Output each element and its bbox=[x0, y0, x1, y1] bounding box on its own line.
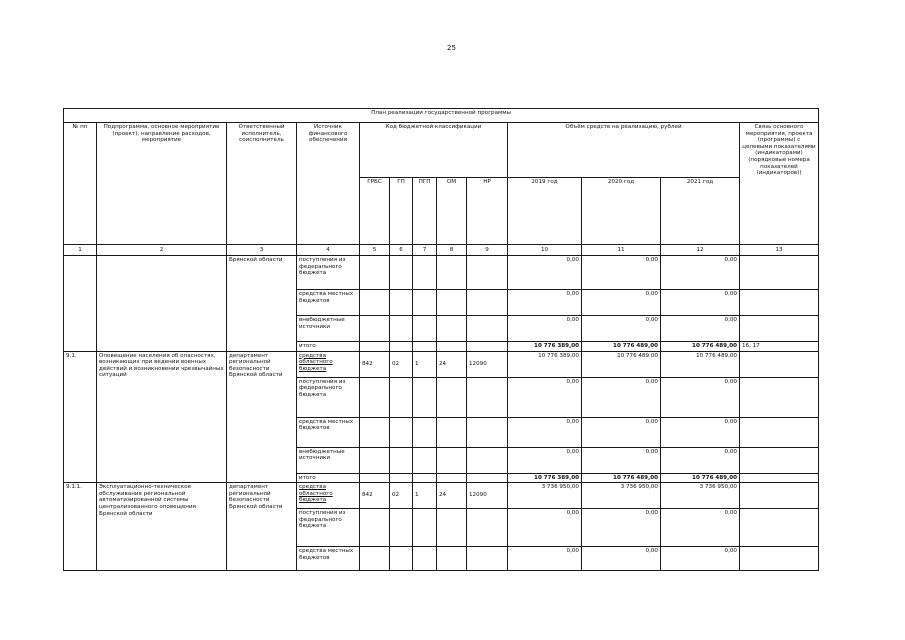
code-grbs: 842 bbox=[360, 483, 390, 509]
value-2019: 0,00 bbox=[508, 547, 582, 571]
column-number: 9 bbox=[467, 245, 508, 256]
total-2021: 10 776 489,00 bbox=[661, 473, 740, 483]
total-2021: 10 776 489,00 bbox=[661, 342, 740, 352]
value-2021: 0,00 bbox=[661, 256, 740, 290]
value-2020: 0,00 bbox=[582, 547, 661, 571]
column-number: 8 bbox=[437, 245, 467, 256]
source-cell: внебюджетные источники bbox=[297, 316, 360, 342]
value-2021: 0,00 bbox=[661, 509, 740, 547]
header-number: № пп bbox=[64, 123, 97, 245]
value-2020: 0,00 bbox=[582, 447, 661, 473]
value-2021: 0,00 bbox=[661, 316, 740, 342]
code-pgp: 1 bbox=[413, 351, 437, 377]
value-2021: 10 776 489,00 bbox=[661, 351, 740, 377]
item-number: 9.1.1. bbox=[64, 483, 97, 571]
source-cell: средства местных бюджетов bbox=[297, 547, 360, 571]
header-gp: ГП bbox=[390, 178, 413, 245]
value-2021: 3 736 950,00 bbox=[661, 483, 740, 509]
header-pgp: ПГП bbox=[413, 178, 437, 245]
column-number: 3 bbox=[227, 245, 297, 256]
value-2021: 0,00 bbox=[661, 377, 740, 417]
value-2021: 0,00 bbox=[661, 447, 740, 473]
total-2019: 10 776 389,00 bbox=[508, 473, 582, 483]
source-cell: итого bbox=[297, 473, 360, 483]
table-row bbox=[64, 256, 819, 290]
total-2019: 10 776 389,00 bbox=[508, 342, 582, 352]
header-budget-code: Код бюджетной классификации bbox=[360, 123, 508, 178]
value-2020: 0,00 bbox=[582, 417, 661, 447]
code-grbs: 842 bbox=[360, 351, 390, 377]
header-2021: 2021 год bbox=[661, 178, 740, 245]
code-gp: 02 bbox=[390, 351, 413, 377]
value-2020: 10 776 489,00 bbox=[582, 351, 661, 377]
value-2019: 10 776 389,00 bbox=[508, 351, 582, 377]
source-cell: поступления из федерального бюджета bbox=[297, 377, 360, 417]
total-2020: 10 776 489,00 bbox=[582, 342, 661, 352]
value-2019: 0,00 bbox=[508, 509, 582, 547]
code-om: 24 bbox=[437, 483, 467, 509]
code-pgp: 1 bbox=[413, 483, 437, 509]
value-2020: 0,00 bbox=[582, 316, 661, 342]
value-2020: 3 736 950,00 bbox=[582, 483, 661, 509]
column-number: 13 bbox=[740, 245, 819, 256]
code-om: 24 bbox=[437, 351, 467, 377]
value-2020: 0,00 bbox=[582, 509, 661, 547]
header-2019: 2019 год bbox=[508, 178, 582, 245]
column-number: 7 bbox=[413, 245, 437, 256]
value-2019: 0,00 bbox=[508, 316, 582, 342]
value-2021: 0,00 bbox=[661, 417, 740, 447]
column-number: 5 bbox=[360, 245, 390, 256]
source-cell: средства областного бюджета bbox=[297, 351, 360, 377]
item-name: Оповещение населения об опасностях, возникающих при ведении военных действий и возникновении чрезвычайных ситуаций bbox=[97, 351, 227, 483]
value-2019: 0,00 bbox=[508, 447, 582, 473]
code-nr: 12090 bbox=[467, 351, 508, 377]
source-cell: средства местных бюджетов bbox=[297, 290, 360, 316]
column-number: 10 bbox=[508, 245, 582, 256]
item-name: Эксплуатационно-техническое обслуживание региональной автоматизированной системы централизованного оповещения Брянской области bbox=[97, 483, 227, 571]
header-nr: НР bbox=[467, 178, 508, 245]
header-executor: Ответственный исполнитель, соисполнитель bbox=[227, 123, 297, 245]
column-number: 6 bbox=[390, 245, 413, 256]
header-source: Источник финансового обеспечения bbox=[297, 123, 360, 245]
value-2020: 0,00 bbox=[582, 290, 661, 316]
header-link: Связь основного мероприятия, проекта (программы) с целевыми показателями (индикаторами) (порядковые номера показателей (индикаторов)) bbox=[740, 123, 819, 245]
header-2020: 2020 год bbox=[582, 178, 661, 245]
header-program: Подпрограмма, основное мероприятие (проект), направление расходов, мероприятие bbox=[97, 123, 227, 245]
column-number: 1 bbox=[64, 245, 97, 256]
item-number: 9.1. bbox=[64, 351, 97, 483]
header-funds: Объём средств на реализацию, рублей bbox=[508, 123, 740, 178]
value-2021: 0,00 bbox=[661, 290, 740, 316]
value-2019: 0,00 bbox=[508, 290, 582, 316]
code-nr: 12090 bbox=[467, 483, 508, 509]
total-2020: 10 776 489,00 bbox=[582, 473, 661, 483]
value-2019: 0,00 bbox=[508, 417, 582, 447]
value-2019: 0,00 bbox=[508, 256, 582, 290]
header-grbs: ГРБС bbox=[360, 178, 390, 245]
table-title: План реализации государственной программы bbox=[64, 109, 819, 123]
executor-cell: Брянской области bbox=[227, 256, 297, 352]
column-number: 11 bbox=[582, 245, 661, 256]
value-2020: 0,00 bbox=[582, 377, 661, 417]
value-2019: 3 736 950,00 bbox=[508, 483, 582, 509]
table-row bbox=[64, 483, 819, 509]
source-cell: средства областного бюджета bbox=[297, 483, 360, 509]
header-om: ОМ bbox=[437, 178, 467, 245]
executor-cell: департамент региональной безопасности Брянской области bbox=[227, 483, 297, 571]
column-number: 12 bbox=[661, 245, 740, 256]
executor-cell: департамент региональной безопасности Брянской области bbox=[227, 351, 297, 483]
column-number: 4 bbox=[297, 245, 360, 256]
table-row bbox=[64, 351, 819, 377]
plan-table bbox=[63, 108, 819, 571]
source-cell: средства местных бюджетов bbox=[297, 417, 360, 447]
page-number: 25 bbox=[447, 44, 456, 52]
source-cell: поступления из федерального бюджета bbox=[297, 509, 360, 547]
indicator-link: 16, 17 bbox=[740, 342, 819, 352]
code-gp: 02 bbox=[390, 483, 413, 509]
value-2020: 0,00 bbox=[582, 256, 661, 290]
value-2019: 0,00 bbox=[508, 377, 582, 417]
column-number: 2 bbox=[97, 245, 227, 256]
column-numbers-row bbox=[64, 245, 819, 256]
value-2021: 0,00 bbox=[661, 547, 740, 571]
source-cell: внебюджетные источники bbox=[297, 447, 360, 473]
source-cell: итого bbox=[297, 342, 360, 352]
source-cell: поступления из федерального бюджета bbox=[297, 256, 360, 290]
